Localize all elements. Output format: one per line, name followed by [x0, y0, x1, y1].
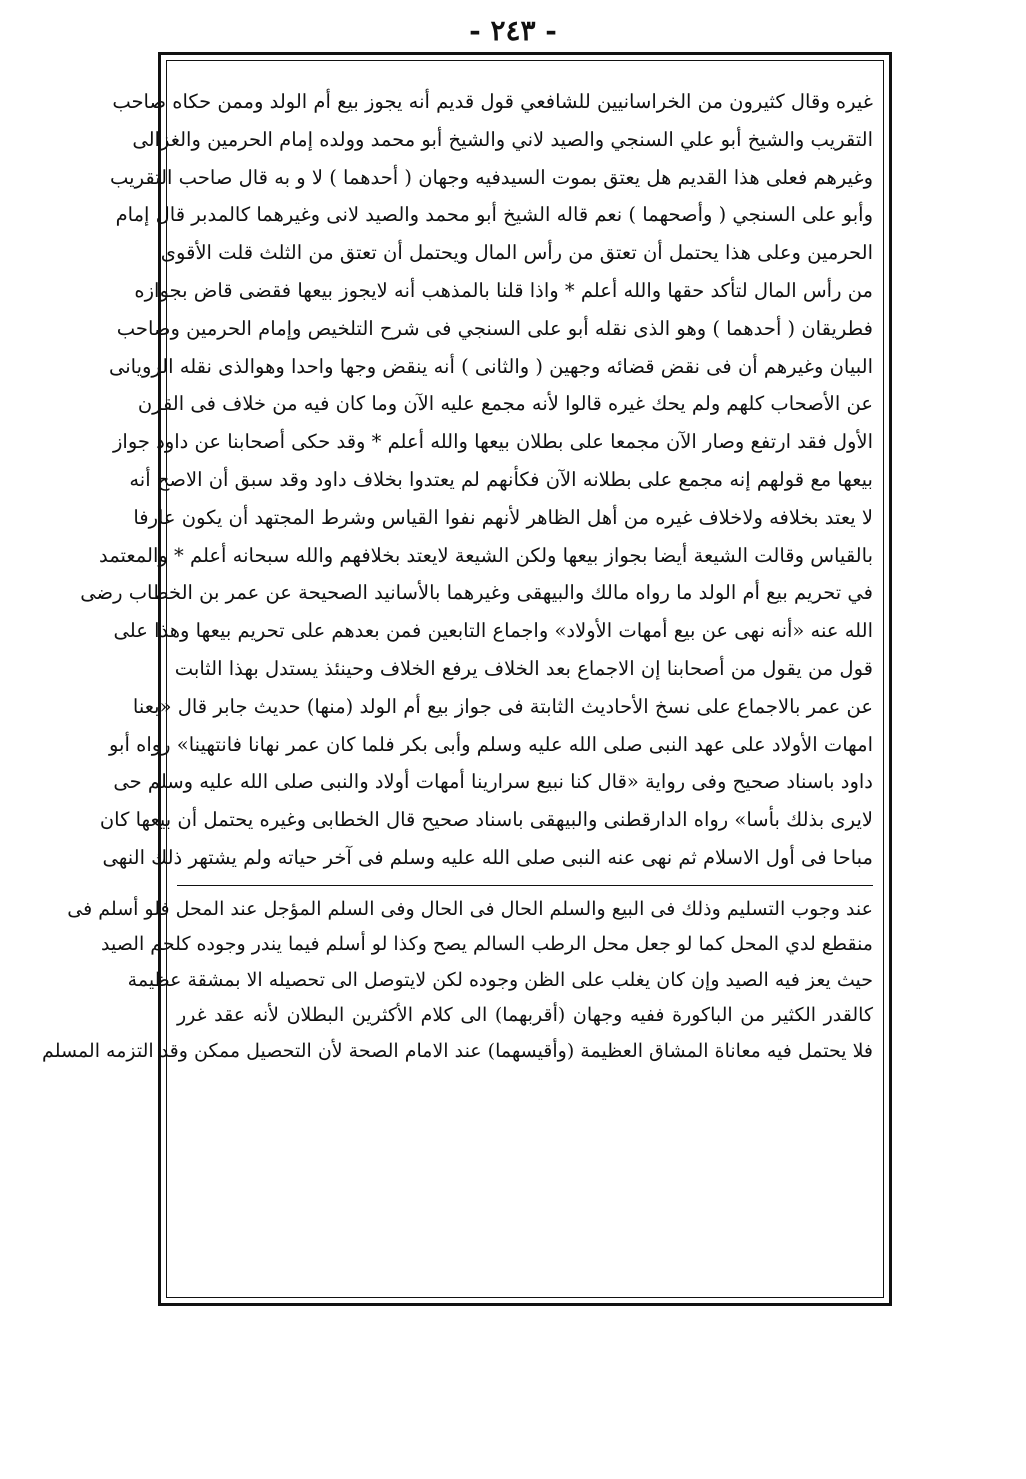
main-text-line: وغيرهم فعلى هذا القديم هل يعتق بموت السيدفيه وجهان ( أحدهما ) لا و به قال صاحب التقريب	[110, 165, 873, 189]
page-frame	[42, 52, 892, 1306]
footnote-line: فلا يحتمل فيه معاناة المشاق العظيمة (وأقيسهما) عند الامام الصحة لأن التحصيل ممكن وقد التزمه المسلم	[42, 1039, 873, 1062]
main-text-line: بيعها مع قولهم إنه مجمع على بطلانه الآن فكأنهم لم يعتدوا بخلاف داود وقد سبق أن الاصح أنه	[129, 467, 873, 491]
footnote-line: كالقدر الكثير من الباكورة ففيه وجهان (أقربهما) الى كلام الأكثرين البطلان لأنه عقد غرر	[177, 1004, 873, 1027]
main-text-line: التقريب والشيخ أبو علي السنجي والصيد لاني والشيخ أبو محمد وولده إمام الحرمين والغزالى	[132, 127, 873, 151]
footnote-separator	[177, 885, 873, 886]
main-text-line: وأبو على السنجي ( وأصحهما ) نعم قاله الشيخ أبو محمد والصيد لانى وغيرهما كالمدبر قال إمام	[115, 203, 873, 227]
main-text-line: من رأس المال لتأكد حقها والله أعلم * واذا قلنا بالمذهب أنه لايجوز بيعها فقضى قاض بجوازه	[134, 278, 873, 302]
main-text-line: مباحا فى أول الاسلام ثم نهى عنه النبى صلى الله عليه وسلم فى آخر حياته ولم يشتهر ذلك النهى	[102, 845, 873, 869]
footnote-text	[42, 892, 873, 1070]
page-number: - ٢٤٣ -	[469, 14, 557, 47]
main-text-line: لا يعتد بخلافه ولاخلاف غيره من أهل الظاهر لأنهم نفوا القياس وشرط المجتهد أن يكون عارفا	[133, 505, 873, 529]
main-text-line: عن عمر بالاجماع على نسخ الأحاديث الثابتة فى جواز بيع أم الولد (منها) حديث جابر قال «بعنا	[132, 694, 873, 718]
main-text-line: الله عنه «أنه نهى عن بيع أمهات الأولاد» واجماع التابعين فمن بعدهم على تحريم بيعها وهذا على	[113, 619, 873, 643]
main-text-line: بالقياس وقالت الشيعة أيضا بجواز بيعها ولكن الشيعة لايعتد بخلافهم والله سبحانه أعلم * والمعتمد	[98, 543, 873, 567]
main-text-line: داود باسناد صحيح وفى رواية «قال كنا نبيع سرارينا أمهات أولاد والنبى صلى الله عليه وسلم حى	[113, 770, 873, 794]
footnote-line: منقطع لدي المحل كما لو جعل محل الرطب السالم يصح وكذا لو أسلم فيما يندر وجوده كلحم الصيد	[100, 933, 873, 956]
main-text-line: عن الأصحاب كلهم ولم يحك غيره قالوا لأنه مجمع عليه الآن وما كان فيه من خلاف فى القرن	[137, 392, 873, 416]
footnote-line: عند وجوب التسليم وذلك فى البيع والسلم الحال فى الحال وفى السلم المؤجل عند المحل فلو أسلم فى	[67, 897, 873, 920]
main-text-line: غيره وقال كثيرون من الخراسانيين للشافعي قول قديم أنه يجوز بيع أم الولد وممن حكاه صاحب	[112, 90, 873, 113]
main-text-line: الحرمين وعلى هذا يحتمل أن تعتق من رأس المال ويحتمل أن تعتق من الثلث قلت الأقوى	[160, 241, 873, 265]
main-text-line: فطريقان ( أحدهما ) وهو الذى نقله أبو على السنجي فى شرح التلخيص وإمام الحرمين وصاحب	[116, 316, 873, 340]
main-text-line: امهات الأولاد على عهد النبى صلى الله عليه وسلم وأبى بكر فلما كان عمر نهانا فانتهينا» رواه أبو	[108, 732, 873, 756]
footnote-line: حيث يعز فيه الصيد وإن كان يغلب على الظن وجوده لكن لايتوصل الى تحصيله الا بمشقة عظيمة	[127, 968, 873, 991]
page-frame-inner	[42, 60, 884, 1298]
main-text-line: الأول فقد ارتفع وصار الآن مجمعا على بطلان بيعها والله أعلم * وقد حكى أصحابنا عن داود جواز	[112, 430, 873, 454]
main-text-line: في تحريم بيع أم الولد ما رواه مالك والبيهقى وغيرهما بالأسانيد الصحيحة عن عمر بن الخطاب رضى	[80, 581, 873, 605]
main-text	[80, 83, 873, 877]
main-text-line: البيان وغيرهم أن فى نقض قضائه وجهين ( والثانى ) أنه ينقض وجها واحدا وهوالذى نقله الرويانى	[108, 354, 873, 378]
main-text-line: قول من يقول من أصحابنا إن الاجماع بعد الخلاف يرفع الخلاف وحينئذ يستدل بهذا الثابت	[174, 656, 873, 680]
main-text-line: لايرى بذلك بأسا» رواه الدارقطنى والبيهقى باسناد صحيح قال الخطابى وغيره يحتمل أن بيعها كان	[99, 808, 873, 832]
